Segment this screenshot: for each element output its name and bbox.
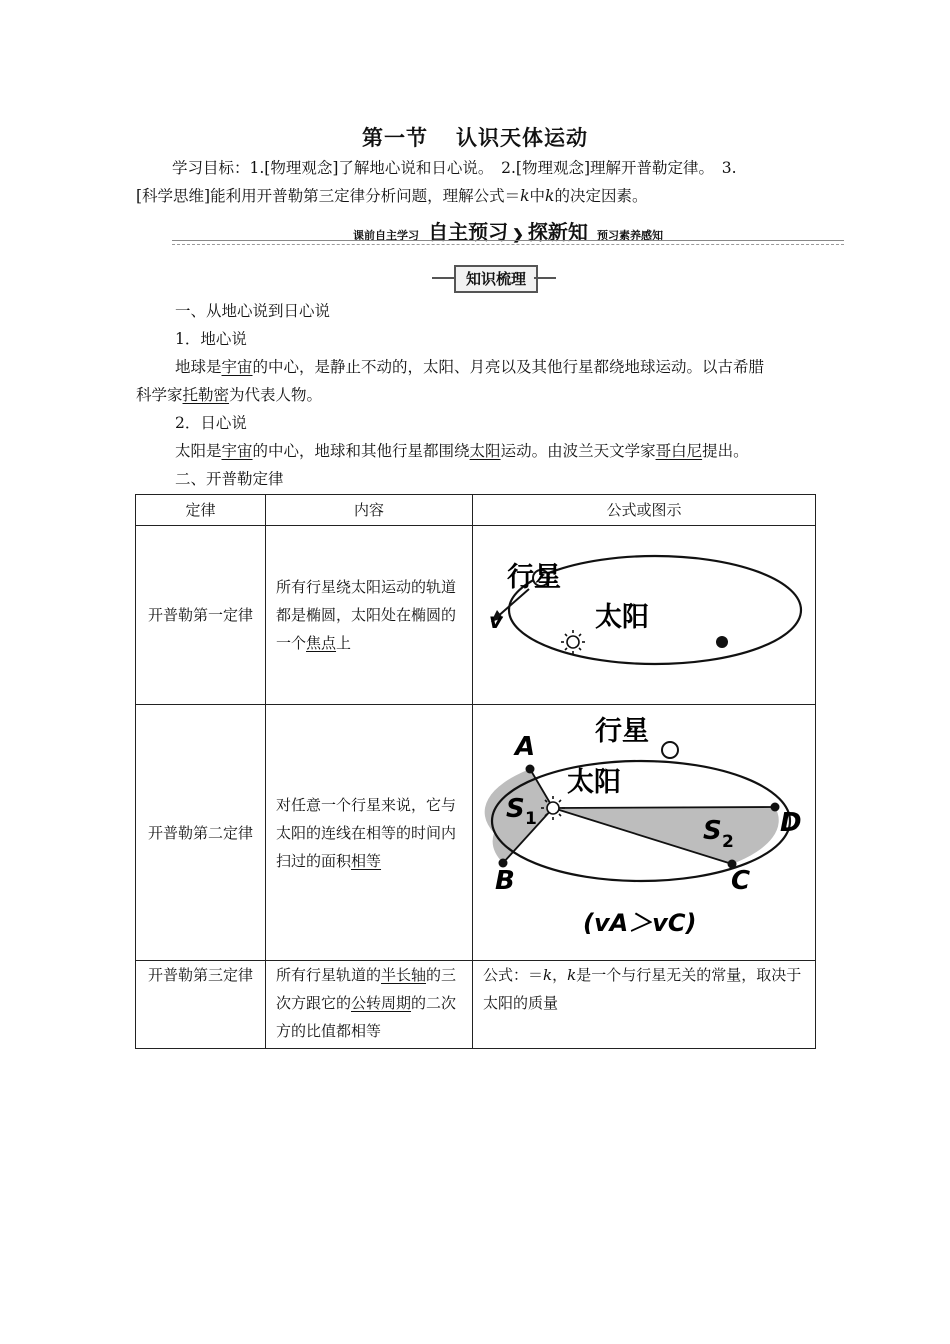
answer-copernicus: 哥白尼 bbox=[655, 442, 703, 460]
objectives-line2 bbox=[136, 182, 647, 210]
first-law-figure-cell bbox=[473, 526, 816, 705]
law-name-2: 开普勒第二定律 bbox=[136, 705, 266, 961]
label-d: D bbox=[780, 808, 802, 838]
badge-label: 知识梳理 bbox=[454, 265, 538, 293]
section1-heading: 一、从地心说到日心说 bbox=[175, 302, 331, 320]
section2-heading: 二、开普勒定律 bbox=[175, 470, 284, 488]
point-a bbox=[526, 765, 535, 774]
third-law-formula bbox=[473, 961, 816, 1049]
heliocentric-para bbox=[175, 437, 749, 465]
subheading-geocentric: 1．地心说 bbox=[175, 330, 247, 348]
banner-main2: 探新知 bbox=[527, 220, 588, 244]
answer-universe-2: 宇宙 bbox=[221, 442, 253, 460]
answer-focus: 焦点 bbox=[306, 634, 337, 652]
point-d bbox=[771, 803, 780, 812]
label-planet-2: 行星 bbox=[595, 716, 649, 747]
law-content-2 bbox=[266, 705, 473, 961]
text: 所有行星绕太阳运动的轨道都是椭圆，太阳处在椭圆的一个 bbox=[276, 578, 457, 652]
sun-icon bbox=[561, 630, 585, 654]
objectives-line1 bbox=[172, 154, 737, 182]
text: 的三次方跟它的 bbox=[276, 966, 457, 1012]
title-part2: 认识天体运动 bbox=[456, 125, 588, 150]
table-row bbox=[136, 705, 816, 961]
text: 公式：＝ bbox=[483, 966, 544, 984]
formula-k: k bbox=[543, 966, 553, 984]
answer-equal: 相等 bbox=[351, 851, 382, 870]
label-s1: S bbox=[506, 794, 525, 824]
text: 对任意一个行星来说，它与太阳的连线在相等的时间内扫过的面积 bbox=[276, 795, 457, 870]
text: 所有行星轨道的 bbox=[276, 966, 382, 984]
formula-k2: k bbox=[567, 966, 577, 984]
label-planet: 行星 bbox=[507, 562, 561, 593]
law-content-3 bbox=[266, 961, 473, 1049]
label-s2-sub: 2 bbox=[722, 832, 734, 852]
text: 运动。由波兰天文学家 bbox=[500, 442, 656, 460]
answer-universe: 宇宙 bbox=[221, 358, 253, 376]
label-b: B bbox=[495, 866, 515, 896]
badge-rule-left bbox=[432, 277, 454, 279]
text: 的中心，地球和其他行星都围绕 bbox=[252, 442, 470, 460]
answer-period: 公转周期 bbox=[351, 994, 412, 1012]
header-law: 定律 bbox=[136, 495, 266, 526]
arrow-icon: ❯ bbox=[512, 227, 524, 243]
second-law-diagram bbox=[473, 705, 814, 951]
text: 的中心，是静止不动的，太阳、月亮以及其他行星都绕地球运动。以古希腊 bbox=[252, 358, 765, 376]
kepler-laws-table bbox=[135, 494, 816, 1049]
text: 上 bbox=[336, 634, 352, 652]
banner-divider-dashed bbox=[172, 244, 844, 245]
text: 太阳是 bbox=[175, 442, 222, 460]
first-law-diagram bbox=[473, 526, 814, 695]
text: 地球是 bbox=[175, 358, 222, 376]
label-sun-2: 太阳 bbox=[567, 767, 621, 798]
text: 是一个与行星无关的常量，取决于太阳的质量 bbox=[483, 966, 802, 1012]
second-law-figure-cell bbox=[473, 705, 816, 961]
text: 为代表人物。 bbox=[229, 386, 323, 404]
table-header-row bbox=[136, 495, 816, 526]
radius-d bbox=[553, 807, 775, 808]
objectives-k: k bbox=[520, 187, 530, 205]
label-s1-sub: 1 bbox=[525, 809, 537, 829]
banner-main1: 自主预习 bbox=[428, 220, 509, 244]
header-formula: 公式或图示 bbox=[473, 495, 816, 526]
label-velocity-relation: (vA＞vC) bbox=[583, 909, 697, 937]
objectives-text4: 的决定因素。 bbox=[554, 187, 648, 205]
law-content-1 bbox=[266, 526, 473, 705]
badge-rule-right bbox=[534, 277, 556, 279]
objectives-text3: 中 bbox=[529, 187, 546, 205]
section-badge bbox=[432, 265, 556, 291]
answer-semi-major-axis: 半长轴 bbox=[381, 966, 427, 984]
table-row bbox=[136, 961, 816, 1049]
title-part1: 第一节 bbox=[362, 125, 428, 150]
planet-dot-2 bbox=[662, 742, 678, 758]
law-name-3: 开普勒第三定律 bbox=[136, 961, 266, 1049]
label-velocity: v bbox=[489, 609, 503, 633]
text: 的二次方的比值都相等 bbox=[276, 994, 457, 1040]
focus-dot bbox=[716, 636, 728, 648]
geocentric-para-line1 bbox=[175, 353, 764, 381]
banner-left: 课前自主学习 bbox=[353, 229, 420, 242]
subheading-heliocentric: 2．日心说 bbox=[175, 414, 247, 432]
text: ， bbox=[552, 966, 568, 984]
objectives-text2: [科学思维]能利用开普勒第三定律分析问题，理解公式＝ bbox=[136, 187, 521, 205]
label-s2: S bbox=[703, 816, 722, 846]
page-title bbox=[0, 122, 950, 152]
answer-ptolemy: 托勒密 bbox=[182, 386, 230, 404]
objectives-text1: 学习目标：1.[物理观念]了解地心说和日心说。 2.[物理观念]理解开普勒定律。 3. bbox=[172, 159, 737, 177]
text: 提出。 bbox=[702, 442, 749, 460]
objectives-k2: k bbox=[545, 187, 555, 205]
law-name-1: 开普勒第一定律 bbox=[136, 526, 266, 705]
header-content: 内容 bbox=[266, 495, 473, 526]
area-s2 bbox=[553, 807, 779, 864]
label-sun: 太阳 bbox=[595, 602, 649, 633]
banner-right: 预习素养感知 bbox=[596, 229, 663, 242]
label-a: A bbox=[515, 732, 536, 762]
text: 科学家 bbox=[136, 386, 183, 404]
label-c: C bbox=[731, 866, 751, 896]
answer-sun: 太阳 bbox=[469, 442, 501, 460]
table-row bbox=[136, 526, 816, 705]
banner-divider bbox=[172, 240, 844, 241]
geocentric-para-line2 bbox=[136, 381, 322, 409]
